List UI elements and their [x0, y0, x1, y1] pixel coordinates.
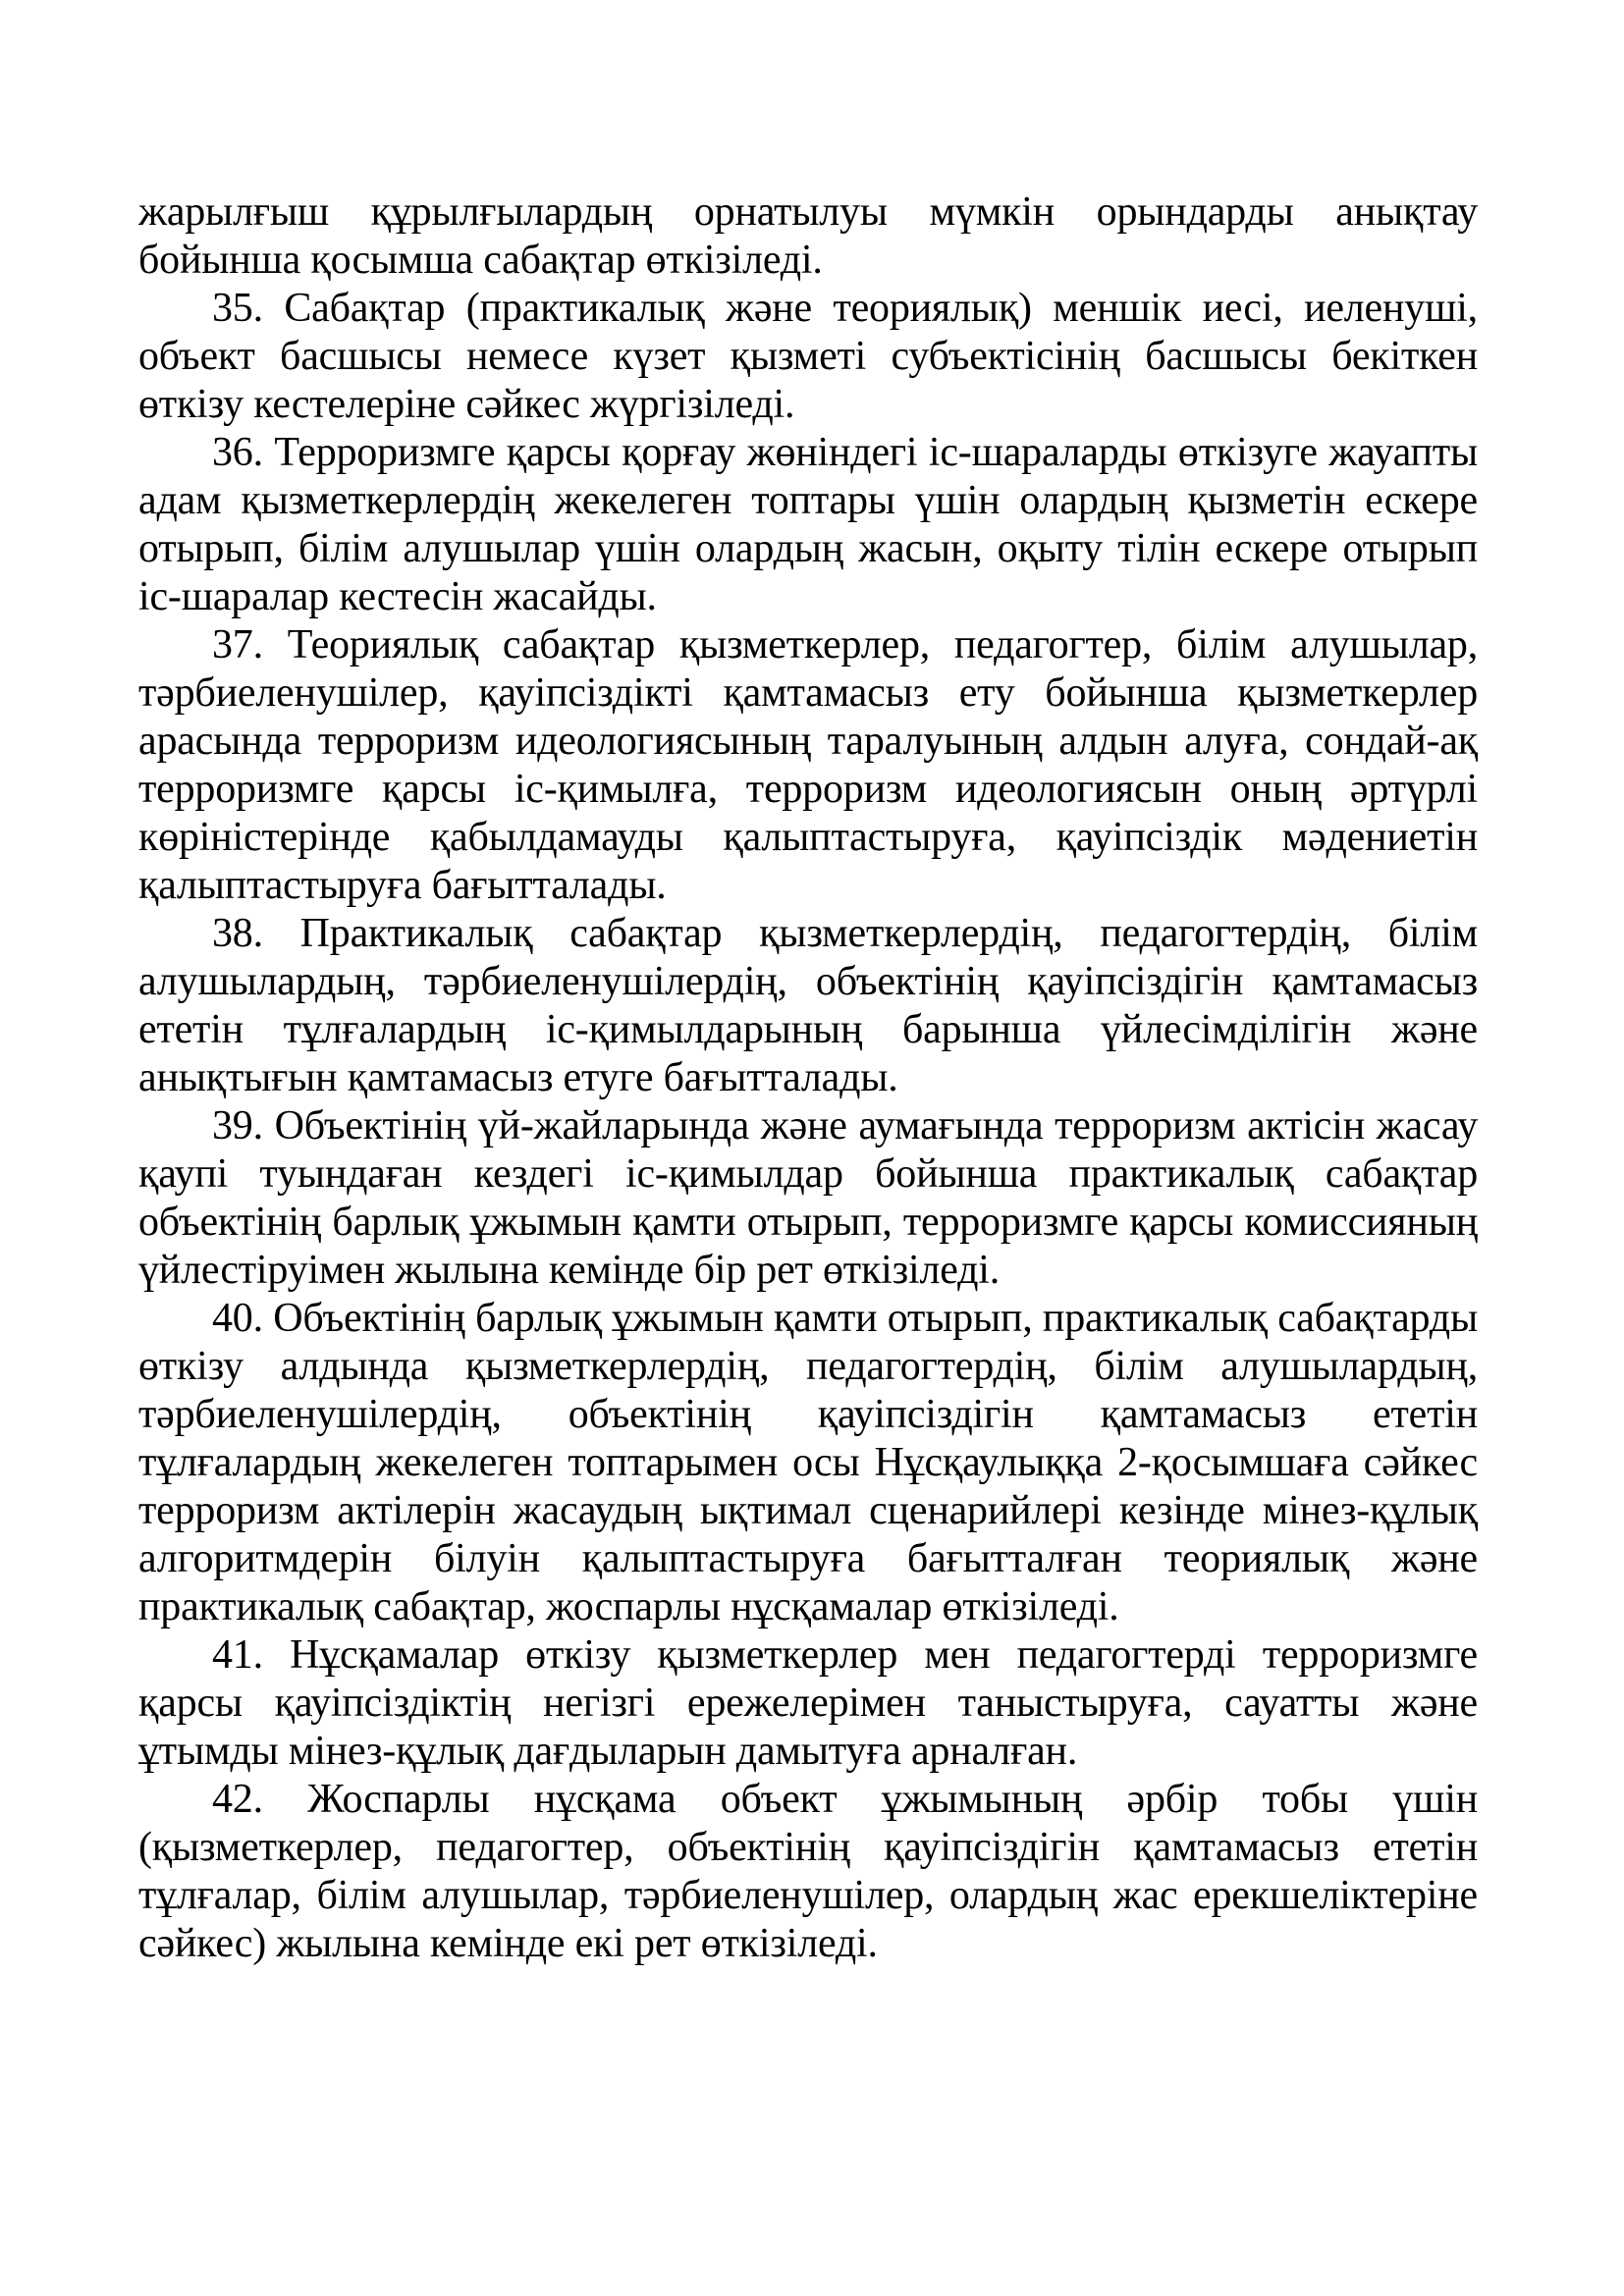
paragraph-42: 42. Жоспарлы нұсқама объект ұжымының әрбір тобы үшін (қызметкерлер, педагогтер, объектінің қауіпсіздігін қамтамасыз ететін тұлғалар, білім алушылар, тәрбиеленушілер, олардың жас ерекшеліктеріне сәйкес) жылына кемінде екі рет өткізіледі.	[138, 1777, 1478, 1966]
paragraph-38: 38. Практикалық сабақтар қызметкерлердің, педагогтердің, білім алушылардың, тәрбиеленушілердің, объектінің қауіпсіздігін қамтамасыз ететін тұлғалардың іс-қимылдарының барынша үйлесімділігін және анықтығын қамтамасыз етуге бағытталады.	[138, 911, 1478, 1100]
paragraph-35: 35. Сабақтар (практикалық және теориялық) меншік иесі, иеленуші, объект басшысы немесе күзет қызметі субъектісінің басшысы бекіткен өткізу кестелеріне сәйкес жүргізіледі.	[138, 286, 1478, 427]
paragraph-36: 36. Терроризмге қарсы қорғау жөніндегі іс-шараларды өткізуге жауапты адам қызметкерлердің жекелеген топтары үшін олардың қызметін ескере отырып, білім алушылар үшін олардың жасын, оқыту тілін ескере отырып іс-шаралар кестесін жасайды.	[138, 430, 1478, 619]
paragraph-41: 41. Нұсқамалар өткізу қызметкерлер мен педагогтерді терроризмге қарсы қауіпсіздіктің негізгі ережелерімен таныстыруға, сауатты және ұтымды мінез-құлық дағдыларын дамытуға арналған.	[138, 1632, 1478, 1774]
paragraph-37: 37. Теориялық сабақтар қызметкерлер, педагогтер, білім алушылар, тәрбиеленушілер, қауіпсіздікті қамтамасыз ету бойынша қызметкерлер арасында терроризм идеологиясының таралуының алдын алуға, сондай-ақ терроризмге қарсы іс-қимылға, терроризм идеологиясын оның әртүрлі көріністерінде қабылдамауды қалыптастыруға, қауіпсіздік мәдениетін қалыптастыруға бағытталады.	[138, 622, 1478, 908]
paragraph-continuation: жарылғыш құрылғылардың орнатылуы мүмкін орындарды анықтау бойынша қосымша сабақтар өткізіледі.	[138, 189, 1478, 283]
text-content	[138, 188, 1478, 1968]
paragraph-40: 40. Объектінің барлық ұжымын қамти отырып, практикалық сабақтарды өткізу алдында қызметкерлердің, педагогтердің, білім алушылардың, тәрбиеленушілердің, объектінің қауіпсіздігін қамтамасыз ететін тұлғалардың жекелеген топтарымен осы Нұсқаулыққа 2-қосымшаға сәйкес терроризм актілерін жасаудың ықтимал сценарийлері кезінде мінез-құлық алгоритмдерін білуін қалыптастыруға бағытталған теориялық және практикалық сабақтар, жоспарлы нұсқамалар өткізіледі.	[138, 1296, 1478, 1629]
paragraph-39: 39. Объектінің үй-жайларында және аумағында терроризм актісін жасау қаупі туындаған кездегі іс-қимылдар бойынша практикалық сабақтар объектінің барлық ұжымын қамти отырып, терроризмге қарсы комиссияның үйлестіруімен жылына кемінде бір рет өткізіледі.	[138, 1103, 1478, 1293]
